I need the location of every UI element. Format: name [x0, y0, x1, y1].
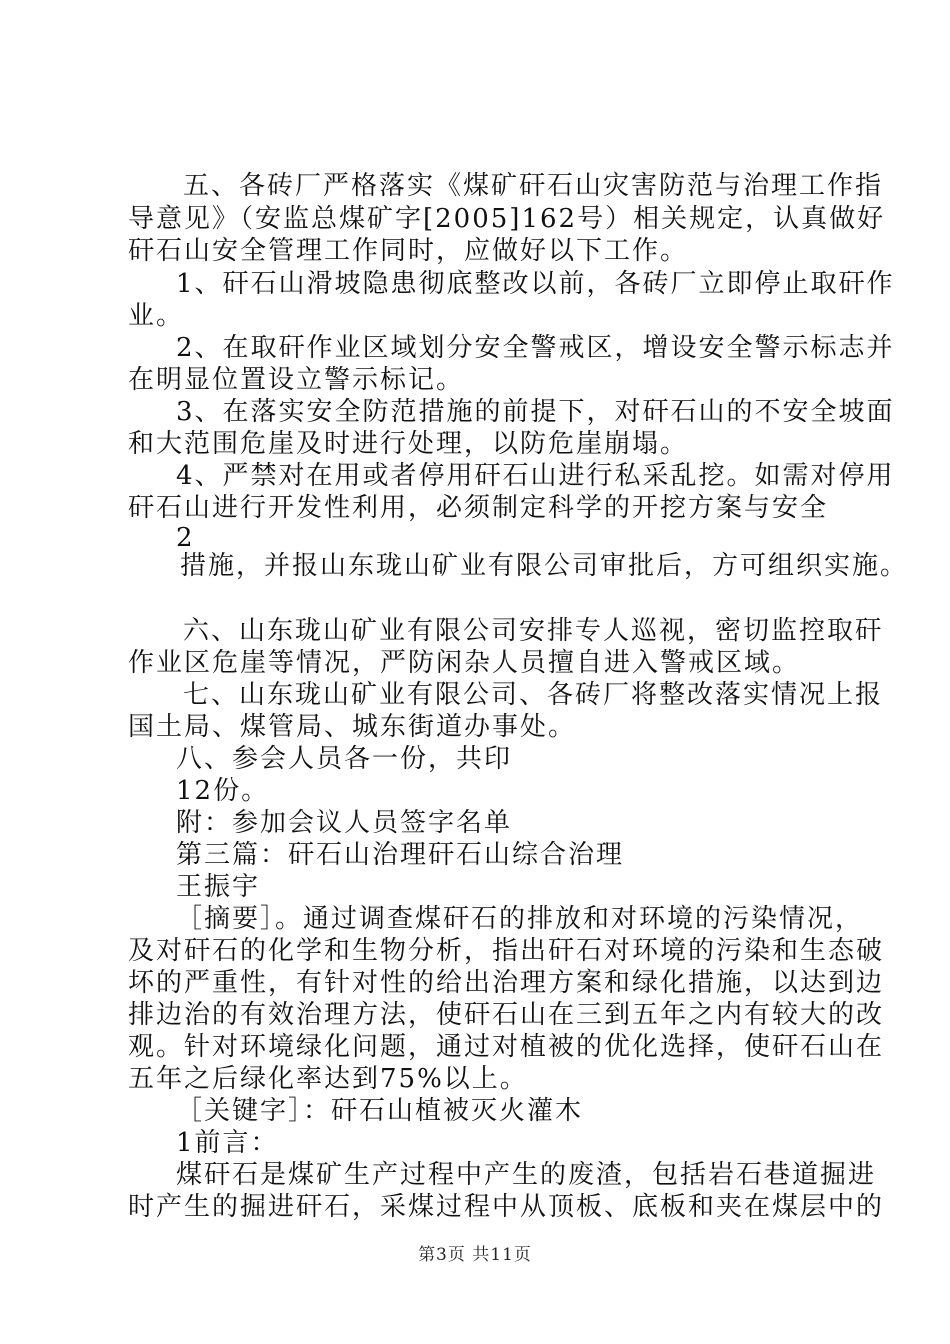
text-line: 12份。: [176, 776, 270, 806]
text-line: 矸石山安全管理工作同时，应做好以下工作。: [128, 236, 689, 266]
text-line: 七、山东珑山矿业有限公司、各砖厂将整改落实情况上报: [183, 680, 884, 710]
text-line: 1、矸石山滑坡隐患彻底整改以前，各砖厂立即停止取矸作: [176, 269, 895, 299]
text-line: 作业区危崖等情况，严防闲杂人员擅自进入警戒区域。: [128, 648, 801, 678]
text-line: 国土局、煤管局、城东街道办事处。: [128, 712, 577, 742]
text-line: ［摘要］。通过调查煤矸石的排放和对环境的污染情况，: [176, 904, 864, 934]
text-line: 和大范围危崖及时进行处理，以防危崖崩塌。: [128, 429, 689, 459]
page-footer: 第3页 共11页: [418, 1245, 532, 1265]
text-line: 在明显位置设立警示标记。: [128, 365, 465, 395]
text-line: 六、山东珑山矿业有限公司安排专人巡视，密切监控取矸: [183, 616, 884, 646]
text-line: 五年之后绿化率达到75%以上。: [128, 1064, 528, 1094]
text-line: 2: [176, 523, 195, 553]
text-line: ［关键字］：矸石山植被灭火灌木: [176, 1096, 584, 1126]
text-line: 4、严禁对在用或者停用矸石山进行私采乱挖。如需对停用: [176, 461, 895, 491]
text-line: 坏的严重性，有针对性的给出治理方案和绿化措施，以达到边: [128, 968, 885, 998]
text-line: 措施，并报山东珑山矿业有限公司审批后，方可组织实施。: [180, 551, 909, 581]
text-line: 八、参会人员各一份，共印: [176, 744, 513, 774]
text-line: 1前言：: [176, 1128, 279, 1158]
text-line: 业。: [128, 301, 185, 331]
text-line: 导意见》（安监总煤矿字[2005]162号）相关规定，认真做好: [128, 204, 886, 234]
text-line: 煤矸石是煤矿生产过程中产生的废渣，包括岩石巷道掘进: [176, 1160, 877, 1190]
text-line: 王振宇: [176, 872, 261, 902]
text-line: 时产生的掘进矸石，采煤过程中从顶板、底板和夹在煤层中的: [128, 1192, 885, 1222]
text-line: 附：参加会议人员签字名单: [176, 808, 513, 838]
text-line: 五、各砖厂严格落实《煤矿矸石山灾害防范与治理工作指: [183, 171, 884, 201]
text-line: 2、在取矸作业区域划分安全警戒区，增设安全警示标志并: [176, 333, 895, 363]
text-line: 观。针对环境绿化问题，通过对植被的优化选择，使矸石山在: [128, 1032, 885, 1062]
text-line: 第三篇：矸石山治理矸石山综合治理: [176, 840, 625, 870]
text-line: 及对矸石的化学和生物分析，指出矸石对环境的污染和生态破: [128, 936, 885, 966]
text-line: 3、在落实安全防范措施的前提下，对矸石山的不安全坡面: [176, 397, 895, 427]
text-line: 排边治的有效治理方法，使矸石山在三到五年之内有较大的改: [128, 1000, 885, 1030]
text-line: 矸石山进行开发性利用，必须制定科学的开挖方案与安全: [128, 493, 829, 523]
